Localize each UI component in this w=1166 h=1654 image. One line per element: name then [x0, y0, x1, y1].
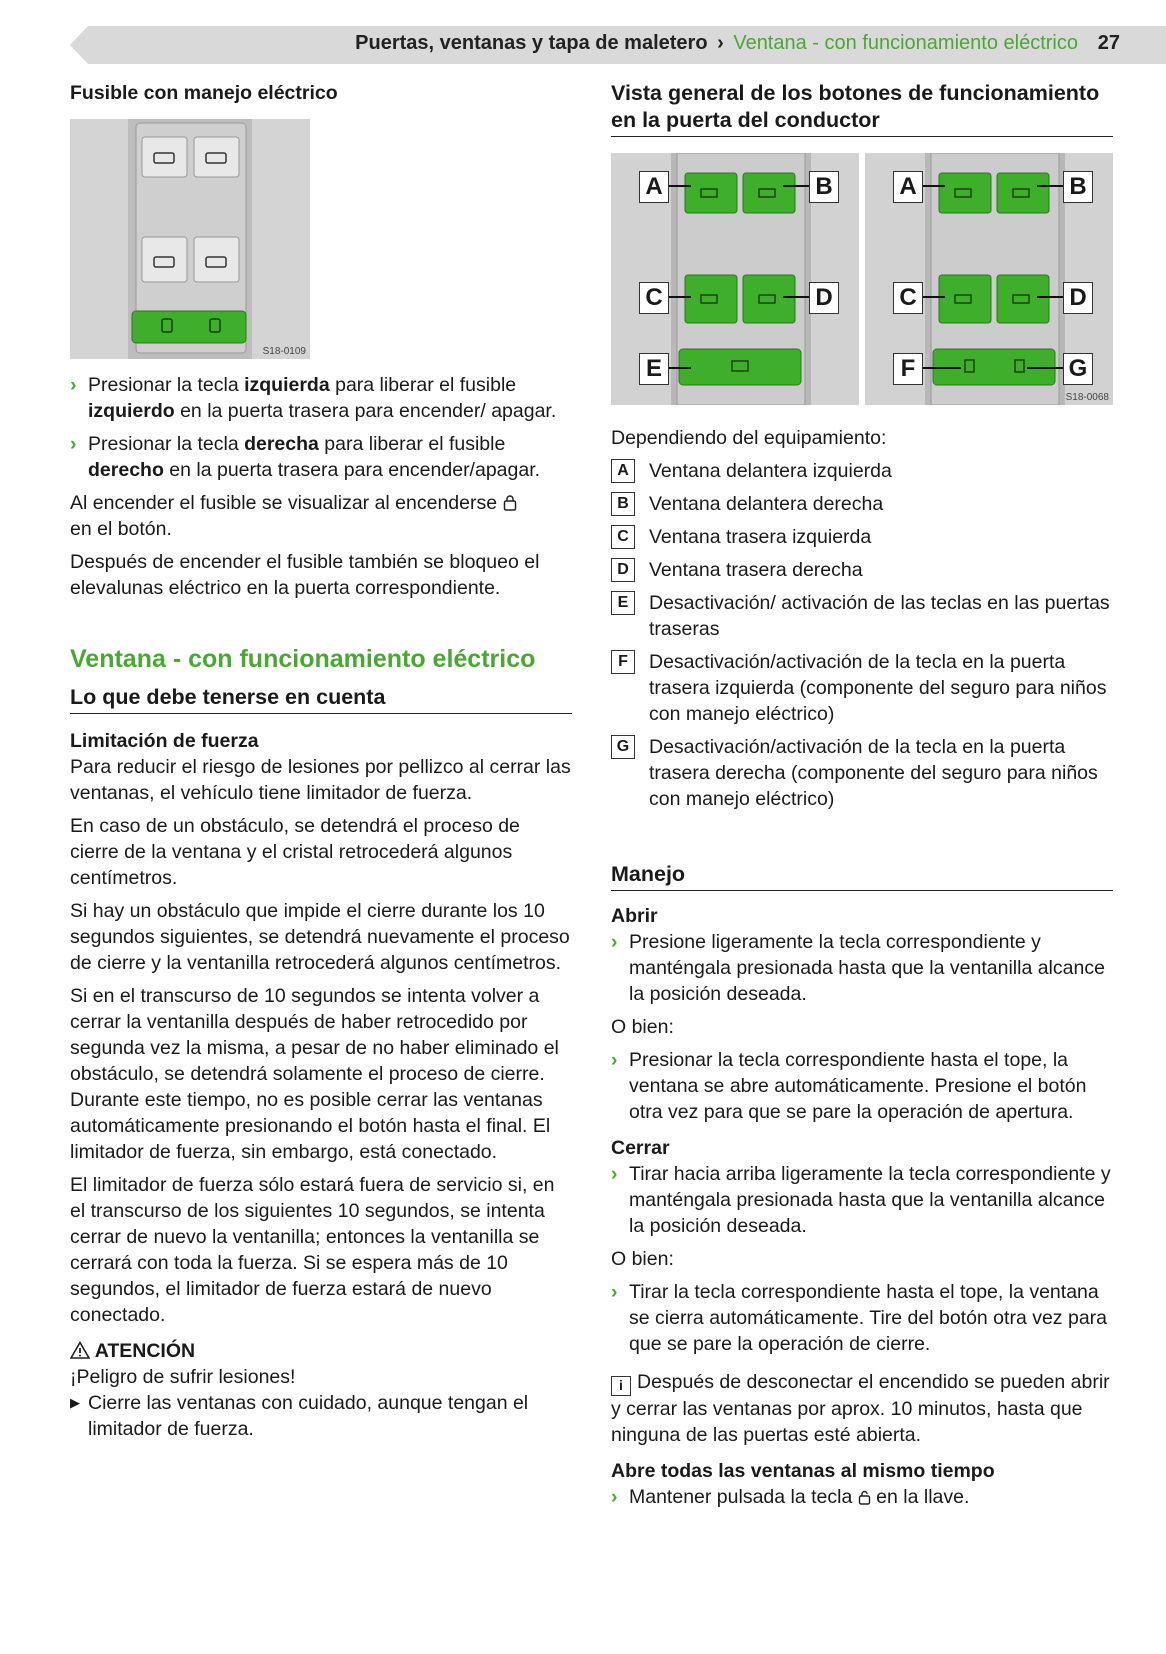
bullet-text: en la puerta trasera para encender/apagar. — [163, 459, 541, 481]
paragraph: El limitador de fuerza sólo estará fuera de servicio si, en el transcurso de los siguientes 10 segundos, se intenta cerrar de nuevo la ventanilla; entonces la ventanilla se cerrará con toda la fuerza. Si se espera más de 10 segundos, el limitador de fuerza estará de nuevo conectado. — [70, 1174, 555, 1326]
paragraph: Si hay un obstáculo que impide el cierre durante los 10 segundos siguientes, se detendrá nuevamente el proceso de cierre y la ventanilla retrocederá algunos centímetros. — [70, 900, 570, 974]
legend-key: F — [611, 650, 635, 674]
paragraph-text: Al encender el fusible se visualizar al encenderse — [70, 492, 498, 514]
list-item — [611, 929, 1113, 1007]
callout-label: D — [809, 282, 839, 314]
callout-label: F — [893, 353, 923, 385]
bullet-text: Presionar la tecla correspondiente hasta el tope, la ventana se abre automáticamente. Presione el botón otra vez para que se pare la operación de apertura. — [629, 1049, 1087, 1123]
legend-key: E — [611, 591, 635, 615]
legend-item — [611, 458, 1113, 484]
all-windows-title: Abre todas las ventanas al mismo tiempo — [611, 1460, 995, 1482]
callout-label: D — [1063, 282, 1093, 314]
list-item — [611, 1484, 1113, 1510]
bullet-text: Mantener pulsada la tecla — [629, 1486, 853, 1508]
or-text: O bien: — [611, 1016, 674, 1038]
legend-text: Desactivación/ activación de las teclas en las puertas traseras — [649, 592, 1110, 640]
chevron-right-icon: › — [611, 1163, 618, 1185]
paragraph-text: en el botón. — [70, 518, 172, 540]
bullet-bold: izquierdo — [88, 400, 175, 422]
list-item — [70, 372, 572, 424]
warning-title — [70, 1338, 572, 1364]
section-title: Ventana - con funcionamiento eléctrico — [733, 32, 1078, 54]
paragraph: En caso de un obstáculo, se detendrá el proceso de cierre de la ventana y el cristal retrocederá algunos centímetros. — [70, 815, 520, 889]
legend-text: Desactivación/activación de la tecla en la puerta trasera izquierda (componente del seguro para niños con manejo eléctrico) — [649, 651, 1107, 725]
legend-key: A — [611, 459, 635, 483]
callout-label: A — [893, 171, 923, 203]
legend-item — [611, 491, 1113, 517]
figure-driver-door-buttons — [611, 153, 1113, 405]
operation-heading: Manejo — [611, 860, 1113, 891]
callout-label: B — [809, 171, 839, 203]
list-item — [611, 1279, 1113, 1357]
figure-code: S18-0109 — [262, 346, 306, 357]
legend-key: G — [611, 735, 635, 759]
legend-list — [611, 458, 1113, 812]
legend-text: Ventana delantera izquierda — [649, 460, 892, 482]
driver-buttons-illustration — [611, 153, 1113, 405]
close-title: Cerrar — [611, 1137, 670, 1159]
legend-text: Ventana delantera derecha — [649, 493, 884, 515]
force-title: Limitación de fuerza — [70, 730, 259, 752]
legend-item — [611, 590, 1113, 642]
bullet-text: Presione ligeramente la tecla correspondiente y manténgala presionada hasta que la ventanilla alcance la posición deseada. — [629, 931, 1105, 1005]
overview-heading: Vista general de los botones de funcionamiento en la puerta del conductor — [611, 80, 1113, 137]
breadcrumb-separator: › — [717, 32, 724, 54]
chevron-right-icon: › — [611, 1049, 618, 1071]
info-text: Después de desconectar el encendido se pueden abrir y cerrar las ventanas por aprox. 10 minutos, hasta que ninguna de las puertas esté abierta. — [611, 1371, 1110, 1446]
callout-label: C — [639, 282, 669, 314]
legend-key: C — [611, 525, 635, 549]
bullet-text: Cierre las ventanas con cuidado, aunque tengan el limitador de fuerza. — [88, 1392, 529, 1440]
legend-text: Ventana trasera derecha — [649, 559, 863, 581]
legend-item — [611, 524, 1113, 550]
paragraph: Después de encender el fusible también se bloqueo el elevalunas eléctrico en la puerta correspondiente. — [70, 551, 540, 599]
bullet-text: Tirar hacia arriba ligeramente la tecla correspondiente y manténgala presionada hasta que la ventanilla alcance la posición deseada. — [629, 1163, 1111, 1237]
legend-item — [611, 557, 1113, 583]
subsection-heading: Lo que debe tenerse en cuenta — [70, 683, 572, 714]
bullet-text: Presionar la tecla — [88, 433, 245, 455]
triangle-right-icon: ▶ — [70, 1395, 80, 1410]
section-heading: Ventana - con funcionamiento eléctrico — [70, 645, 536, 673]
legend-text: Desactivación/activación de la tecla en la puerta trasera derecha (componente del seguro para niños con manejo eléctrico) — [649, 736, 1098, 810]
figure-code: S18-0068 — [1065, 392, 1109, 403]
breadcrumb — [355, 32, 1078, 55]
legend-text: Ventana trasera izquierda — [649, 526, 872, 548]
chevron-right-icon: › — [611, 1281, 618, 1303]
bullet-bold: derecha — [244, 433, 319, 455]
paragraph: Para reducir el riesgo de lesiones por pellizco al cerrar las ventanas, el vehículo tiene limitador de fuerza. — [70, 756, 571, 804]
chapter-title: Puertas, ventanas y tapa de maletero — [355, 32, 708, 54]
figure-fuse-buttons — [70, 119, 310, 359]
warning-list-item — [70, 1390, 572, 1442]
warning-icon — [70, 1341, 90, 1359]
legend-item — [611, 734, 1113, 812]
paragraph — [70, 490, 572, 542]
bullet-text: Presionar la tecla — [88, 374, 245, 396]
open-title: Abrir — [611, 905, 658, 927]
bullet-text: en la puerta trasera para encender/ apagar. — [174, 400, 557, 422]
bullet-text: Tirar la tecla correspondiente hasta el tope, la ventana se cierra automáticamente. Tire del botón otra vez para que se pare la operación de cierre. — [629, 1281, 1107, 1355]
lock-icon — [858, 1490, 871, 1505]
chevron-right-icon: › — [611, 1486, 618, 1508]
fuse-buttons-illustration — [70, 119, 310, 359]
callout-label: A — [639, 171, 669, 203]
page-number: 27 — [1097, 32, 1120, 54]
legend-key: D — [611, 558, 635, 582]
chevron-right-icon: › — [70, 374, 77, 396]
list-item — [70, 431, 572, 483]
page-header — [70, 26, 1166, 64]
depends-text: Dependiendo del equipamiento: — [611, 427, 887, 449]
bullet-text: para liberar el fusible — [318, 433, 506, 455]
chevron-right-icon: › — [611, 931, 618, 953]
chevron-right-icon: › — [70, 433, 77, 455]
list-item — [611, 1047, 1113, 1125]
legend-item — [611, 649, 1113, 727]
lock-icon — [503, 495, 517, 511]
paragraph: Si en el transcurso de 10 segundos se intenta volver a cerrar la ventanilla después de haber retrocedido por segunda vez la misma, a pesar de no haber eliminado el obstáculo, se detendrá solamente el proceso de cierre. Durante este tiempo, no es posible cerrar las ventanas automáticamente presionando el botón hasta el final. El limitador de fuerza, sin embargo, está conectado. — [70, 985, 559, 1163]
info-note — [611, 1369, 1113, 1448]
callout-label: G — [1063, 353, 1093, 385]
list-item — [611, 1161, 1113, 1239]
legend-key: B — [611, 492, 635, 516]
left-column — [70, 80, 572, 1442]
bullet-text: para liberar el fusible — [329, 374, 517, 396]
info-icon: i — [611, 1376, 631, 1396]
callout-label: E — [639, 353, 669, 385]
warning-text: ¡Peligro de sufrir lesiones! — [70, 1366, 296, 1388]
bullet-text: en la llave. — [876, 1486, 970, 1508]
right-column — [611, 80, 1113, 1510]
fuse-title: Fusible con manejo eléctrico — [70, 82, 338, 104]
warning-label: ATENCIÓN — [94, 1340, 196, 1362]
or-text: O bien: — [611, 1248, 674, 1270]
callout-label: C — [893, 282, 923, 314]
callout-label: B — [1063, 171, 1093, 203]
bullet-bold: derecho — [88, 459, 164, 481]
bullet-bold: izquierda — [244, 374, 330, 396]
